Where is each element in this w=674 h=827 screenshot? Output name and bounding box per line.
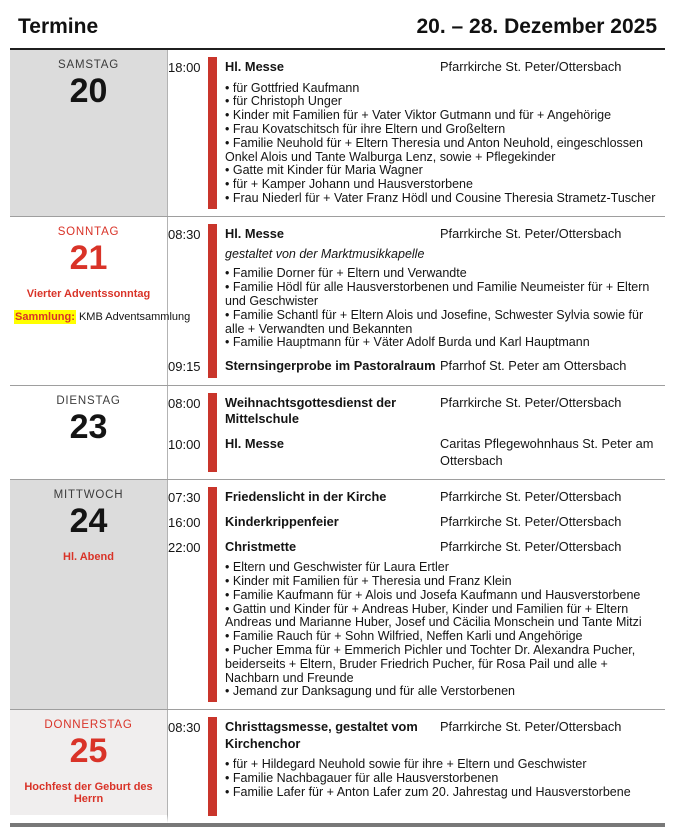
intention-item: • Familie Neuhold für + Eltern Theresia und Anton Neuhold, eingeschlossen Onkel Alois und Tante Walburga Lenz, sowie + Pflegekinder xyxy=(225,137,657,165)
intention-item: • für Gottfried Kaufmann xyxy=(225,82,657,96)
intention-item: • Gatte mit Kinder für Maria Wagner xyxy=(225,164,657,178)
intention-item: • für Christoph Unger xyxy=(225,95,657,109)
event-body xyxy=(225,539,657,700)
day-row xyxy=(10,385,665,480)
event-body xyxy=(225,436,657,469)
intention-item: • Familie Kaufmann für + Alois und Josefa Kaufmann und Hausverstorbene xyxy=(225,589,657,603)
day-note: Hochfest der Geburt des Herrn xyxy=(24,780,153,805)
event-time: 10:00 xyxy=(168,437,201,453)
event-location: Pfarrkirche St. Peter/Ottersbach xyxy=(440,394,622,410)
day-number: 24 xyxy=(69,502,108,541)
day-note: Vierter Adventssonntag xyxy=(26,287,151,300)
event-title: Christtagsmesse, gestaltet vom Kirchenchor xyxy=(225,719,418,751)
event-title: Friedenslicht in der Kirche xyxy=(225,489,387,505)
weekday-label: DONNERSTAG xyxy=(44,719,133,732)
day-number: 20 xyxy=(69,72,108,110)
event-time: 08:00 xyxy=(168,395,201,411)
event-title: Hl. Messe xyxy=(225,59,285,74)
day-events xyxy=(168,217,665,385)
intention-item: • Familie Schantl für + Eltern Alois und Josefine, Schwester Sylvia sowie für alle + Verwandten und Bekannten xyxy=(225,309,657,337)
event-row xyxy=(168,226,657,350)
weekday-label: DIENSTAG xyxy=(56,394,121,407)
red-accent-bar xyxy=(208,487,217,702)
event-time: 08:30 xyxy=(168,720,201,736)
event-title: Hl. Messe xyxy=(225,225,285,241)
event-location: Caritas Pflegewohnhaus St. Peter am Ottersbach xyxy=(440,436,654,468)
day-cell xyxy=(10,480,168,709)
event-head xyxy=(225,514,657,531)
collection-value: KMB Adventsammlung xyxy=(75,310,191,323)
date-range: 20. – 28. Dezember 2025 xyxy=(416,15,657,38)
event-head xyxy=(225,226,657,243)
event-head xyxy=(225,395,657,428)
day-row xyxy=(10,216,665,385)
event-head xyxy=(225,436,657,469)
intention-item: • Pucher Emma für + Emmerich Pichler und Tochter Dr. Alexandra Pucher, beiderseits + Eltern, Bruder Friedrich Pucher, für Rosa Pail und alle + Nachbarn und Freunde xyxy=(225,644,657,685)
intention-item: • Kinder mit Familien für + Vater Viktor Gutmann und für + Angehörige xyxy=(225,109,657,123)
event-title: Sternsingerprobe im Pastoralraum xyxy=(225,358,436,374)
event-body xyxy=(225,719,657,800)
event-time: 09:15 xyxy=(168,359,201,375)
red-accent-bar xyxy=(208,57,217,209)
event-location: Pfarrkirche St. Peter/Ottersbach xyxy=(440,513,622,529)
event-location: Pfarrhof St. Peter am Ottersbach xyxy=(440,358,627,374)
event-time: 22:00 xyxy=(168,539,201,555)
intention-item: • Familie Hödl für alle Hausverstorbenen und Familie Neumeister für + Eltern und Geschwister xyxy=(225,281,657,309)
schedule xyxy=(10,48,665,827)
event-time: 08:30 xyxy=(168,226,201,242)
event-row xyxy=(168,395,657,428)
events-list xyxy=(168,226,657,375)
event-title: Christmette xyxy=(225,538,297,554)
event-row xyxy=(168,719,657,800)
intention-item: • Jemand zur Danksagung und für alle Verstorbenen xyxy=(225,685,657,699)
day-notes xyxy=(14,287,191,323)
event-bullets xyxy=(225,561,657,699)
day-events xyxy=(168,386,665,480)
events-list xyxy=(168,489,657,699)
day-cell xyxy=(10,386,168,480)
event-title: Kinderkrippenfeier xyxy=(225,513,339,529)
intention-item: • Gattin und Kinder für + Andreas Huber, Kinder und Familien für + Eltern Andreas und Marianne Huber, Josef und Cäcilia Monschein und Tante Mitzi xyxy=(225,603,657,631)
day-cell xyxy=(10,710,168,823)
event-head xyxy=(225,59,657,76)
day-note: Hl. Abend xyxy=(63,551,114,564)
event-head xyxy=(225,489,657,506)
day-number: 23 xyxy=(69,407,108,446)
event-head xyxy=(225,358,657,375)
event-location: Pfarrkirche St. Peter/Ottersbach xyxy=(440,489,622,505)
intention-item: • Kinder mit Familien für + Theresia und Franz Klein xyxy=(225,575,657,589)
event-location: Pfarrkirche St. Peter/Ottersbach xyxy=(440,719,622,735)
intention-item: • Familie Rauch für + Sohn Wilfried, Neffen Karli und Angehörige xyxy=(225,630,657,644)
event-head xyxy=(225,539,657,556)
day-events xyxy=(168,710,665,823)
intention-item: • Frau Kovatschitsch für ihre Eltern und Großeltern xyxy=(225,123,657,137)
day-events xyxy=(168,480,665,709)
events-list xyxy=(168,719,657,800)
event-row xyxy=(168,539,657,700)
red-accent-bar xyxy=(208,717,217,816)
event-row xyxy=(168,59,657,206)
events-list xyxy=(168,395,657,470)
event-title: Hl. Messe xyxy=(225,436,285,452)
event-row xyxy=(168,436,657,469)
weekday-label: SONNTAG xyxy=(57,225,120,238)
day-events xyxy=(168,50,665,216)
event-bullets xyxy=(225,267,657,350)
intention-item: • für + Hildegard Neuhold sowie für ihre + Eltern und Geschwister xyxy=(225,758,657,772)
event-location: Pfarrkirche St. Peter/Ottersbach xyxy=(440,59,622,74)
day-notes xyxy=(14,551,163,563)
event-body xyxy=(225,514,657,531)
intention-item: • für + Kamper Johann und Hausverstorbene xyxy=(225,178,657,192)
day-cell xyxy=(10,50,168,216)
event-title: Weihnachtsgottesdienst der Mittelschule xyxy=(225,394,397,427)
intention-item: • Familie Nachbagauer für alle Hausverstorbenen xyxy=(225,772,657,786)
day-row xyxy=(10,479,665,709)
event-body xyxy=(225,59,657,206)
day-number: 21 xyxy=(69,238,108,277)
event-bullets xyxy=(225,82,657,206)
intention-item: • Eltern und Geschwister für Laura Ertler xyxy=(225,561,657,575)
header xyxy=(10,0,665,48)
weekday-label: MITTWOCH xyxy=(53,489,124,502)
collection-note xyxy=(14,310,191,323)
event-head xyxy=(225,719,657,752)
intention-item: • Familie Lafer für + Anton Lafer zum 20. Jahrestag und Hausverstorbene xyxy=(225,786,657,800)
event-time: 18:00 xyxy=(168,60,201,75)
event-location: Pfarrkirche St. Peter/Ottersbach xyxy=(440,225,622,241)
event-time: 16:00 xyxy=(168,514,201,530)
day-number: 25 xyxy=(69,732,108,771)
weekday-label: SAMSTAG xyxy=(58,59,119,71)
event-row xyxy=(168,489,657,506)
event-row xyxy=(168,358,657,375)
events-list xyxy=(168,59,657,206)
day-row xyxy=(10,50,665,216)
event-body xyxy=(225,226,657,350)
red-accent-bar xyxy=(208,393,217,473)
day-row xyxy=(10,709,665,823)
red-accent-bar xyxy=(208,224,217,378)
event-location: Pfarrkirche St. Peter/Ottersbach xyxy=(440,538,622,554)
intention-item: • Frau Niederl für + Vater Franz Hödl und Cousine Theresia Strametz-Tuscher xyxy=(225,192,657,206)
event-body xyxy=(225,395,657,428)
event-time: 07:30 xyxy=(168,490,201,506)
event-body xyxy=(225,489,657,506)
event-body xyxy=(225,358,657,375)
day-notes xyxy=(14,781,163,805)
intention-item: • Familie Dorner für + Eltern und Verwandte xyxy=(225,267,657,281)
event-row xyxy=(168,514,657,531)
intention-item: • Familie Hauptmann für + Väter Adolf Burda und Karl Hauptmann xyxy=(225,336,657,350)
event-note: gestaltet von der Marktmusikkapelle xyxy=(225,247,425,262)
collection-label: Sammlung: xyxy=(15,310,75,323)
page-title: Termine xyxy=(18,15,99,38)
